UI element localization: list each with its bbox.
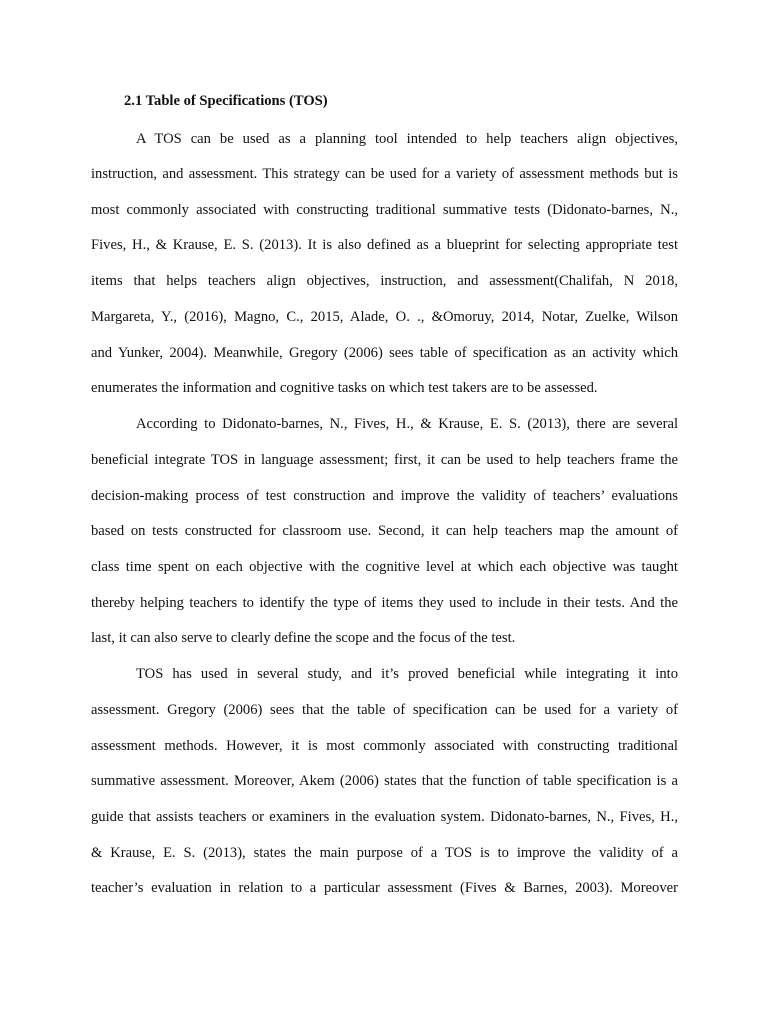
paragraph-3-line-3: assessment methods. However, it is most commonly associated with constructing traditional (91, 738, 678, 754)
paragraph-2-line-1: According to Didonato-barnes, N., Fives, H., & Krause, E. S. (2013), there are several (136, 416, 678, 432)
paragraph-2-line-3: decision-making process of test construction and improve the validity of teachers’ evaluations (91, 488, 678, 504)
paragraph-2-line-2: beneficial integrate TOS in language assessment; first, it can be used to help teachers frame the (91, 452, 678, 468)
paragraph-2-line-5: class time spent on each objective with the cognitive level at which each objective was taught (91, 559, 678, 575)
paragraph-1-line-1: A TOS can be used as a planning tool intended to help teachers align objectives, (136, 131, 678, 147)
paragraph-1-line-5: items that helps teachers align objectives, instruction, and assessment(Chalifah, N 2018, (91, 273, 678, 289)
paragraph-3-line-7: teacher’s evaluation in relation to a particular assessment (Fives & Barnes, 2003). Moreover (91, 880, 678, 896)
paragraph-1-line-8: enumerates the information and cognitive tasks on which test takers are to be assessed. (91, 380, 598, 396)
paragraph-3-line-2: assessment. Gregory (2006) sees that the table of specification can be used for a variety of (91, 702, 678, 718)
paragraph-3-line-6: & Krause, E. S. (2013), states the main purpose of a TOS is to improve the validity of a (91, 845, 678, 861)
paragraph-3-line-5: guide that assists teachers or examiners in the evaluation system. Didonato-barnes, N., Fives, H., (91, 809, 678, 825)
section-heading: 2.1 Table of Specifications (TOS) (124, 93, 328, 109)
paragraph-1-line-2: instruction, and assessment. This strategy can be used for a variety of assessment methods but is (91, 166, 678, 182)
paragraph-1-line-6: Margareta, Y., (2016), Magno, C., 2015, Alade, O. ., &Omoruy, 2014, Notar, Zuelke, Wilson (91, 309, 678, 325)
paragraph-2-line-4: based on tests constructed for classroom use. Second, it can help teachers map the amount of (91, 523, 678, 539)
paragraph-2-line-7: last, it can also serve to clearly define the scope and the focus of the test. (91, 630, 516, 646)
paragraph-2-line-6: thereby helping teachers to identify the type of items they used to include in their tests. And the (91, 595, 678, 611)
paragraph-1-line-7: and Yunker, 2004). Meanwhile, Gregory (2006) sees table of specification as an activity which (91, 345, 678, 361)
paragraph-1-line-3: most commonly associated with constructing traditional summative tests (Didonato-barnes, N., (91, 202, 678, 218)
paragraph-3-line-4: summative assessment. Moreover, Akem (2006) states that the function of table specification is a (91, 773, 678, 789)
paragraph-3-line-1: TOS has used in several study, and it’s proved beneficial while integrating it into (136, 666, 678, 682)
paragraph-1-line-4: Fives, H., & Krause, E. S. (2013). It is also defined as a blueprint for selecting appropriate test (91, 237, 678, 253)
